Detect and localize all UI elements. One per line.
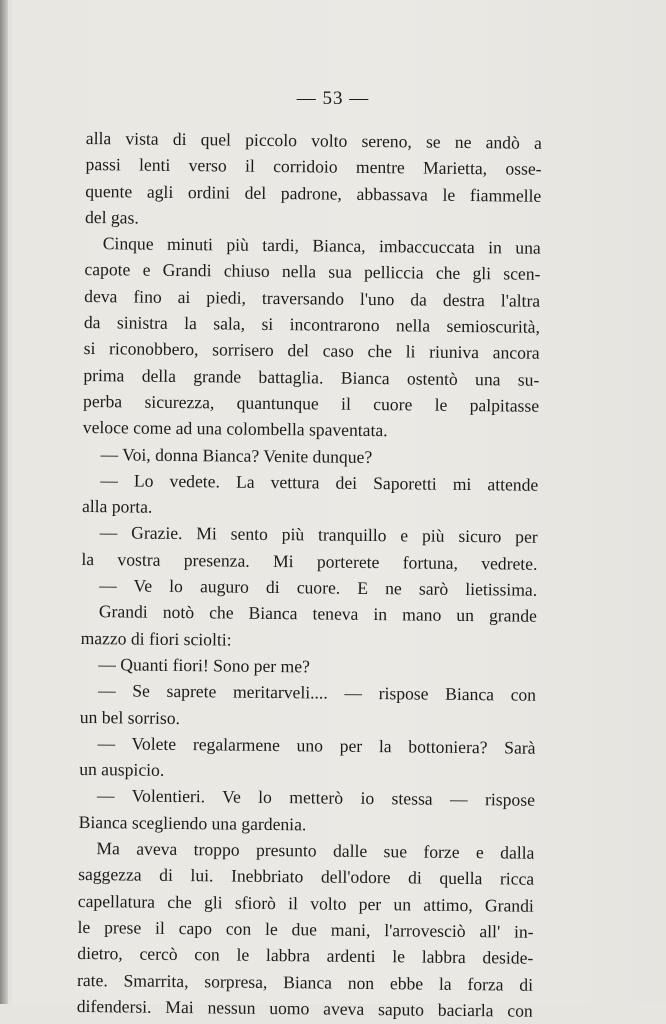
text-line: — Lo vedete. La vettura dei Saporetti mi attende	[100, 470, 539, 495]
text-line: da sinistra la sala, si incontrarono nella semioscurità,	[83, 312, 541, 337]
text-line: rate. Smarrita, sorpresa, Bianca non ebbe la forza di	[76, 969, 534, 995]
text-line: deva fino ai piedi, traversando l'uno da destra l'altra	[84, 285, 541, 311]
text-line: si riconobbero, sorrisero del caso che li riuniva ancora	[83, 338, 540, 364]
text-line: veloce come ad una colombella spaventata.	[82, 417, 388, 441]
text-line: capellatura che gli sfiorò il volto per un attimo, Grandi	[77, 890, 534, 916]
text-line: Ma aveva troppo presunto dalle sue forze e dalla	[96, 838, 535, 863]
text-line: — Se saprete meritarveli.... — rispose Bianca con	[97, 680, 537, 705]
text-line: prima della grande battaglia. Bianca ostentò una su-	[83, 364, 540, 390]
text-line: dietro, cercò con le labbra ardenti le labbra deside-	[77, 943, 534, 968]
text-line: — Grazie. Mi sento più tranquillo e più sicuro per	[99, 522, 538, 548]
text-line: perba sicurezza, quantunque il cuore le palpitasse	[83, 390, 540, 416]
text-line: alla vista di quel piccolo volto sereno, se ne andò a	[85, 127, 542, 153]
text-line: — Volete regalarmene uno per la bottoniera? Sarà	[97, 732, 536, 758]
page-number: — 53 —	[296, 88, 370, 109]
text-line: del gas.	[84, 206, 139, 228]
body-text	[77, 125, 542, 1024]
text-line: Cinque minuti più tardi, Bianca, imbaccuccata in una	[102, 233, 541, 258]
text-line: saggezza di lui. Inebbriato dell'odore di quella ricca	[78, 864, 535, 890]
text-line: un bel sorriso.	[79, 706, 181, 728]
text-line: capote e Grandi chiuso nella sua pelliccia che gli scen-	[84, 259, 541, 285]
text-line: passi lenti verso il corridoio mentre Marietta, osse-	[85, 154, 542, 180]
text-line: — Ve lo auguro di cuore. E ne sarò lietissima.	[99, 575, 538, 600]
text-line: le prese il capo con le due mani, l'arrovesciò all' in-	[77, 916, 534, 942]
text-line: — Voi, donna Bianca? Venite dunque?	[100, 443, 373, 467]
text-line: quente agli ordini del padrone, abbassava le fiammelle	[85, 180, 542, 206]
text-line: mazzo di fiori sciolti:	[80, 627, 232, 650]
text-line: difendersi. Mai nessun uomo aveva saputo baciarla con	[76, 995, 533, 1021]
text-line: un auspicio.	[79, 759, 165, 780]
text-line: Bianca scegliendo una gardenia.	[78, 811, 307, 835]
page-spine-shadow	[0, 0, 8, 1004]
text-line: alla porta.	[81, 496, 153, 517]
text-line: la vostra presenza. Mi porterete fortuna, vedrete.	[81, 548, 538, 574]
text-line: — Quanti fiori! Sono per me?	[98, 654, 311, 677]
text-line: Grandi notò che Bianca teneva in mano un grande	[98, 601, 537, 627]
text-line: — Volentieri. Ve lo metterò io stessa — rispose	[96, 785, 536, 811]
